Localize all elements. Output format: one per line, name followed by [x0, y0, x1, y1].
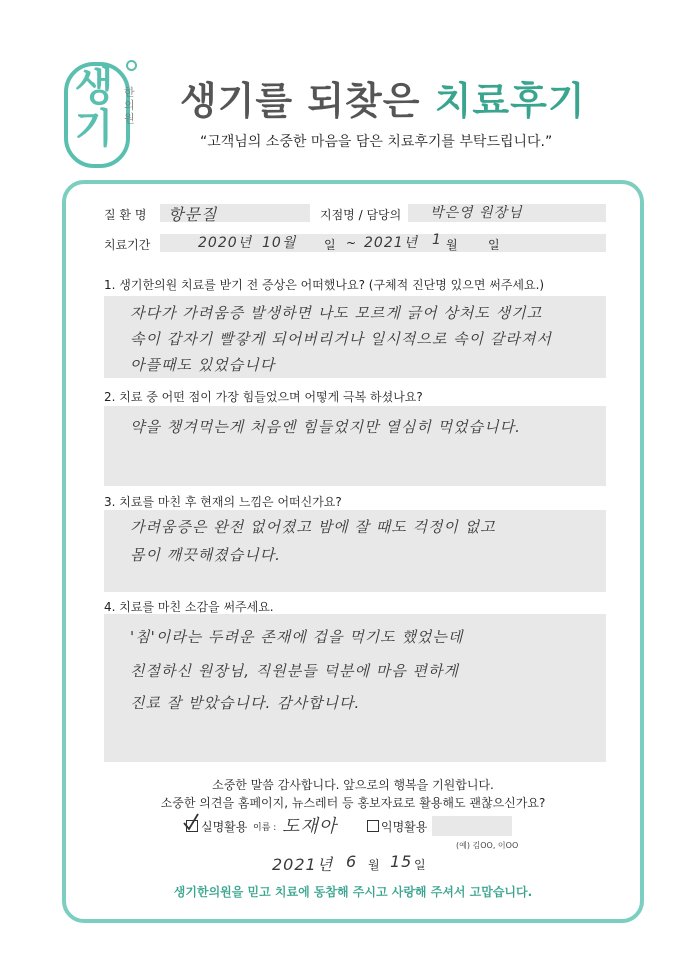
title-part1: 생기를 되찾은 — [180, 79, 435, 123]
answer-4-line-3: 진료 잘 받았습니다. 감사합니다. — [130, 694, 361, 712]
page-title — [180, 70, 586, 125]
period-end-month: 1 — [432, 232, 442, 248]
anon-checkbox[interactable] — [367, 820, 379, 832]
anon-label: 익명활용 — [381, 820, 428, 834]
period-start-day-unit: 일 — [324, 238, 336, 252]
date-day-unit: 일 — [414, 858, 426, 872]
disease-value: 항문질 — [168, 205, 218, 224]
name-label: 이름 : — [253, 823, 277, 833]
date-month-unit: 월 — [368, 858, 380, 872]
answer-1-line-1: 자다가 가려움증 발생하면 나도 모르게 긁어 상처도 생기고 — [130, 304, 543, 322]
date-year: 2021년 — [272, 855, 334, 874]
period-end-year: 2021년 — [364, 235, 419, 251]
period-end-month-unit: 월 — [446, 238, 458, 252]
answer-4-line-2: 친절하신 원장님, 직원분들 덕분에 마음 편하게 — [130, 662, 459, 680]
branch-label: 지점명 / 담당의 — [320, 208, 402, 222]
question-1: 1. 생기한의원 치료를 받기 전 증상은 어떠했나요? (구체적 진단명 있으면 써주세요.) — [104, 278, 545, 292]
check-mark-icon — [182, 812, 200, 832]
title-part2: 치료후기 — [434, 79, 586, 123]
period-label: 치료기간 — [104, 238, 151, 252]
period-start-year: 2020년 — [198, 235, 253, 251]
logo-dot — [126, 60, 137, 71]
answer-2-line-1: 약을 챙겨먹는게 처음엔 힘들었지만 열심히 먹었습니다. — [130, 418, 521, 436]
logo-mark: 생기 — [74, 64, 114, 152]
answer-3-line-2: 몸이 깨끗해졌습니다. — [130, 546, 281, 564]
period-end-day-unit: 일 — [488, 238, 500, 252]
real-name-label: 실명활용 — [201, 820, 248, 834]
closing-thanks: 소중한 말씀 감사합니다. 앞으로의 행복을 기원합니다. — [212, 778, 494, 792]
anon-example: (예) 김OO, 이OO — [456, 841, 519, 850]
answer-4-line-1: '침'이라는 두려운 존재에 겁을 먹기도 했었는데 — [130, 628, 464, 646]
answer-3-line-1: 가려움증은 완전 없어졌고 밤에 잘 때도 걱정이 없고 — [130, 518, 496, 536]
anon-field[interactable] — [432, 816, 512, 836]
question-2: 2. 치료 중 어떤 점이 가장 힘들었으며 어떻게 극복 하셨나요? — [104, 390, 423, 404]
logo-sub: 한의원 — [124, 86, 135, 125]
closing-consent-question: 소중한 의견을 홈페이지, 뉴스레터 등 홍보자료로 활용해도 괜찮으신가요? — [160, 796, 546, 810]
disease-label: 질 환 명 — [104, 208, 147, 222]
answer-1-line-2: 속이 갑자기 빨갛게 되어버리거나 일시적으로 속이 갈라져서 — [130, 330, 552, 348]
period-sep: ~ — [346, 236, 357, 250]
answer-1-line-3: 아플때도 있었습니다 — [130, 356, 276, 374]
period-start-month: 10월 — [262, 235, 297, 251]
branch-value: 박은영 원장님 — [430, 205, 523, 221]
question-3: 3. 치료를 마친 후 현재의 느낌은 어떠신가요? — [104, 495, 342, 509]
date-day: 15 — [390, 852, 413, 871]
footer-message: 생기한의원을 믿고 치료에 동참해 주시고 사랑해 주셔서 고맙습니다. — [173, 885, 533, 899]
page-subtitle: “고객님의 소중한 마음을 담은 치료후기를 부탁드립니다.” — [200, 134, 553, 150]
date-month: 6 — [346, 852, 358, 871]
question-4: 4. 치료를 마친 소감을 써주세요. — [104, 600, 274, 614]
name-value: 도재아 — [282, 816, 338, 837]
